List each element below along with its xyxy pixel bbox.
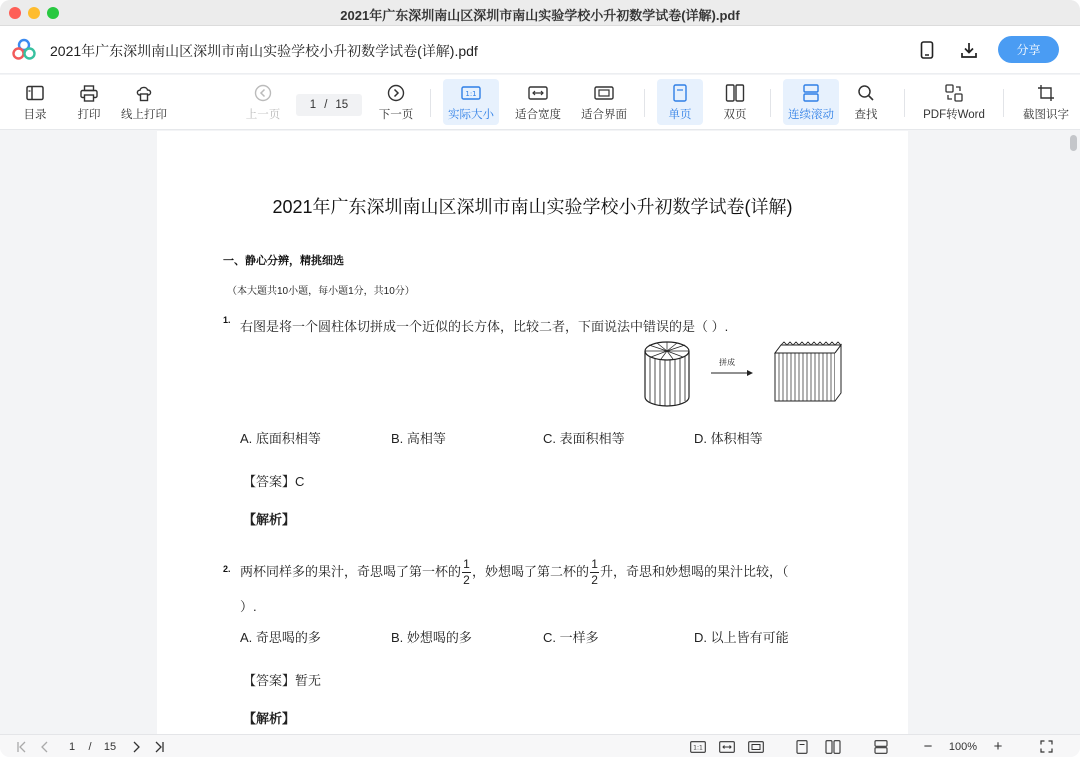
next-page-label: 下一页 <box>378 109 414 121</box>
actual-size-icon[interactable] <box>688 738 708 755</box>
toolbar-divider <box>430 89 431 117</box>
option-c: C. 一样多 <box>543 630 599 645</box>
section-title: 一、静心分辨，精挑细选 <box>223 255 344 267</box>
section-note: （本大题共10小题，每小题1分，共10分） <box>227 286 415 297</box>
analysis-heading: 【解析】 <box>243 512 296 527</box>
single-page-label: 单页 <box>668 109 692 121</box>
question-text: 右图是将一个圆柱体切拼成一个近似的长方体，比较二者，下面说法中错误的是（ ）. <box>240 319 729 334</box>
toolbar-divider <box>770 89 771 117</box>
continuous-scroll-label: 连续滚动 <box>788 109 834 121</box>
page-separator: / <box>324 99 328 111</box>
prev-page-icon[interactable] <box>38 738 52 755</box>
analysis-heading: 【解析】 <box>243 711 296 726</box>
continuous-scroll-icon <box>802 81 820 105</box>
answer-text: 【答案】C <box>243 474 305 489</box>
next-page-icon[interactable] <box>129 738 143 755</box>
mobile-icon[interactable] <box>915 38 939 62</box>
fit-page-icon <box>594 81 614 105</box>
chevron-left-circle-icon <box>254 81 272 105</box>
toc-button[interactable] <box>16 79 54 125</box>
fraction <box>590 558 599 587</box>
cloud-print-icon <box>135 81 153 105</box>
zoom-out-button[interactable]: − <box>923 738 933 755</box>
toolbar-divider <box>1003 89 1004 117</box>
crop-icon <box>1037 81 1055 105</box>
last-page-icon[interactable] <box>151 738 167 755</box>
actual-size-button[interactable] <box>443 79 499 125</box>
svg-text:1:1: 1:1 <box>693 744 703 751</box>
fit-width-label: 适合宽度 <box>515 109 561 121</box>
fit-page-icon[interactable] <box>746 738 766 755</box>
print-button[interactable] <box>70 79 108 125</box>
option-d: D. 以上皆有可能 <box>694 630 789 645</box>
document-heading: 2021年广东深圳南山区深圳市南山实验学校小升初数学试卷(详解) <box>272 197 793 217</box>
question-text-part: ，妙想喝了第二杯的 <box>472 563 590 579</box>
prev-page-button[interactable] <box>244 79 282 125</box>
double-page-label: 双页 <box>723 109 747 121</box>
pdf-to-word-label: PDF转Word <box>923 109 985 121</box>
fit-width-button[interactable] <box>512 79 564 125</box>
fit-width-icon <box>528 81 548 105</box>
svg-text:1:1: 1:1 <box>465 90 477 98</box>
zoom-in-button[interactable]: + <box>993 738 1003 755</box>
fraction-numerator: 1 <box>591 557 598 571</box>
printer-icon <box>80 81 98 105</box>
screenshot-ocr-button[interactable] <box>1020 79 1072 125</box>
header-bar <box>0 26 1080 74</box>
question-text <box>240 558 840 587</box>
status-current-page[interactable]: 1 <box>68 740 76 753</box>
question-text-tail: ）. <box>240 599 257 614</box>
document-title: 2021年广东深圳南山区深圳市南山实验学校小升初数学试卷(详解).pdf <box>50 43 478 59</box>
page-number-input[interactable] <box>296 94 362 116</box>
actual-size-icon <box>461 81 481 105</box>
print-label: 打印 <box>77 109 101 121</box>
document-viewport[interactable] <box>0 131 1080 734</box>
option-b: B. 高相等 <box>391 431 446 446</box>
pdf-to-word-button[interactable] <box>920 79 988 125</box>
zoom-level[interactable]: 100% <box>948 740 978 753</box>
cylinder-figure <box>639 337 849 409</box>
option-a: A. 底面积相等 <box>240 431 321 446</box>
option-d: D. 体积相等 <box>694 431 763 446</box>
toolbar-divider <box>904 89 905 117</box>
single-page-icon[interactable] <box>794 738 810 755</box>
next-page-button[interactable] <box>376 79 416 125</box>
actual-size-label: 实际大小 <box>448 109 494 121</box>
status-total-pages: 15 <box>103 740 117 753</box>
fit-width-icon[interactable] <box>717 738 737 755</box>
search-icon <box>857 81 875 105</box>
scroll-thumb[interactable] <box>1070 135 1077 151</box>
toolbar <box>0 75 1080 130</box>
fraction-denominator: 2 <box>591 573 598 587</box>
screenshot-ocr-label: 截图识字 <box>1023 109 1069 121</box>
total-pages: 15 <box>335 99 349 111</box>
find-button[interactable] <box>848 79 884 125</box>
current-page: 1 <box>309 99 317 111</box>
single-page-icon <box>672 81 688 105</box>
fraction <box>462 558 471 587</box>
prev-page-label: 上一页 <box>245 109 281 121</box>
title-bar <box>0 0 1080 26</box>
vertical-scrollbar[interactable] <box>1068 131 1080 734</box>
option-c: C. 表面积相等 <box>543 431 625 446</box>
first-page-icon[interactable] <box>14 738 30 755</box>
continuous-scroll-icon[interactable] <box>872 738 890 755</box>
fraction-numerator: 1 <box>463 557 470 571</box>
answer-text: 【答案】暂无 <box>243 673 322 688</box>
share-button[interactable]: 分享 <box>998 36 1059 63</box>
double-page-icon <box>725 81 745 105</box>
find-label: 查找 <box>854 109 878 121</box>
toolbar-divider <box>644 89 645 117</box>
double-page-icon[interactable] <box>823 738 843 755</box>
convert-icon <box>945 81 963 105</box>
online-print-label: 线上打印 <box>121 109 167 121</box>
question-text-part: 两杯同样多的果汁，奇思喝了第一杯的 <box>240 563 462 579</box>
pdf-page <box>157 131 908 734</box>
figure-label: 拼成 <box>719 358 735 367</box>
single-page-button[interactable] <box>657 79 703 125</box>
online-print-button[interactable] <box>118 79 170 125</box>
fraction-denominator: 2 <box>463 573 470 587</box>
question-number: 2. <box>223 564 231 574</box>
download-icon[interactable] <box>957 38 981 62</box>
fit-page-button[interactable] <box>578 79 630 125</box>
chevron-right-circle-icon <box>387 81 405 105</box>
status-bar <box>0 734 1080 757</box>
toc-icon <box>26 81 44 105</box>
option-b: B. 妙想喝的多 <box>391 630 472 645</box>
double-page-button[interactable] <box>712 79 758 125</box>
continuous-scroll-button[interactable] <box>783 79 839 125</box>
window-title: 2021年广东深圳南山区深圳市南山实验学校小升初数学试卷(详解).pdf <box>340 8 740 23</box>
toc-label: 目录 <box>23 109 47 121</box>
question-number: 1. <box>223 315 231 325</box>
status-page-separator: / <box>88 740 92 753</box>
option-a: A. 奇思喝的多 <box>240 630 321 645</box>
question-text-part: 升，奇思和妙想喝的果汁比较，（ <box>600 563 789 579</box>
fullscreen-icon[interactable] <box>1037 738 1055 755</box>
fit-page-label: 适合界面 <box>581 109 627 121</box>
app-logo-icon <box>12 38 36 62</box>
